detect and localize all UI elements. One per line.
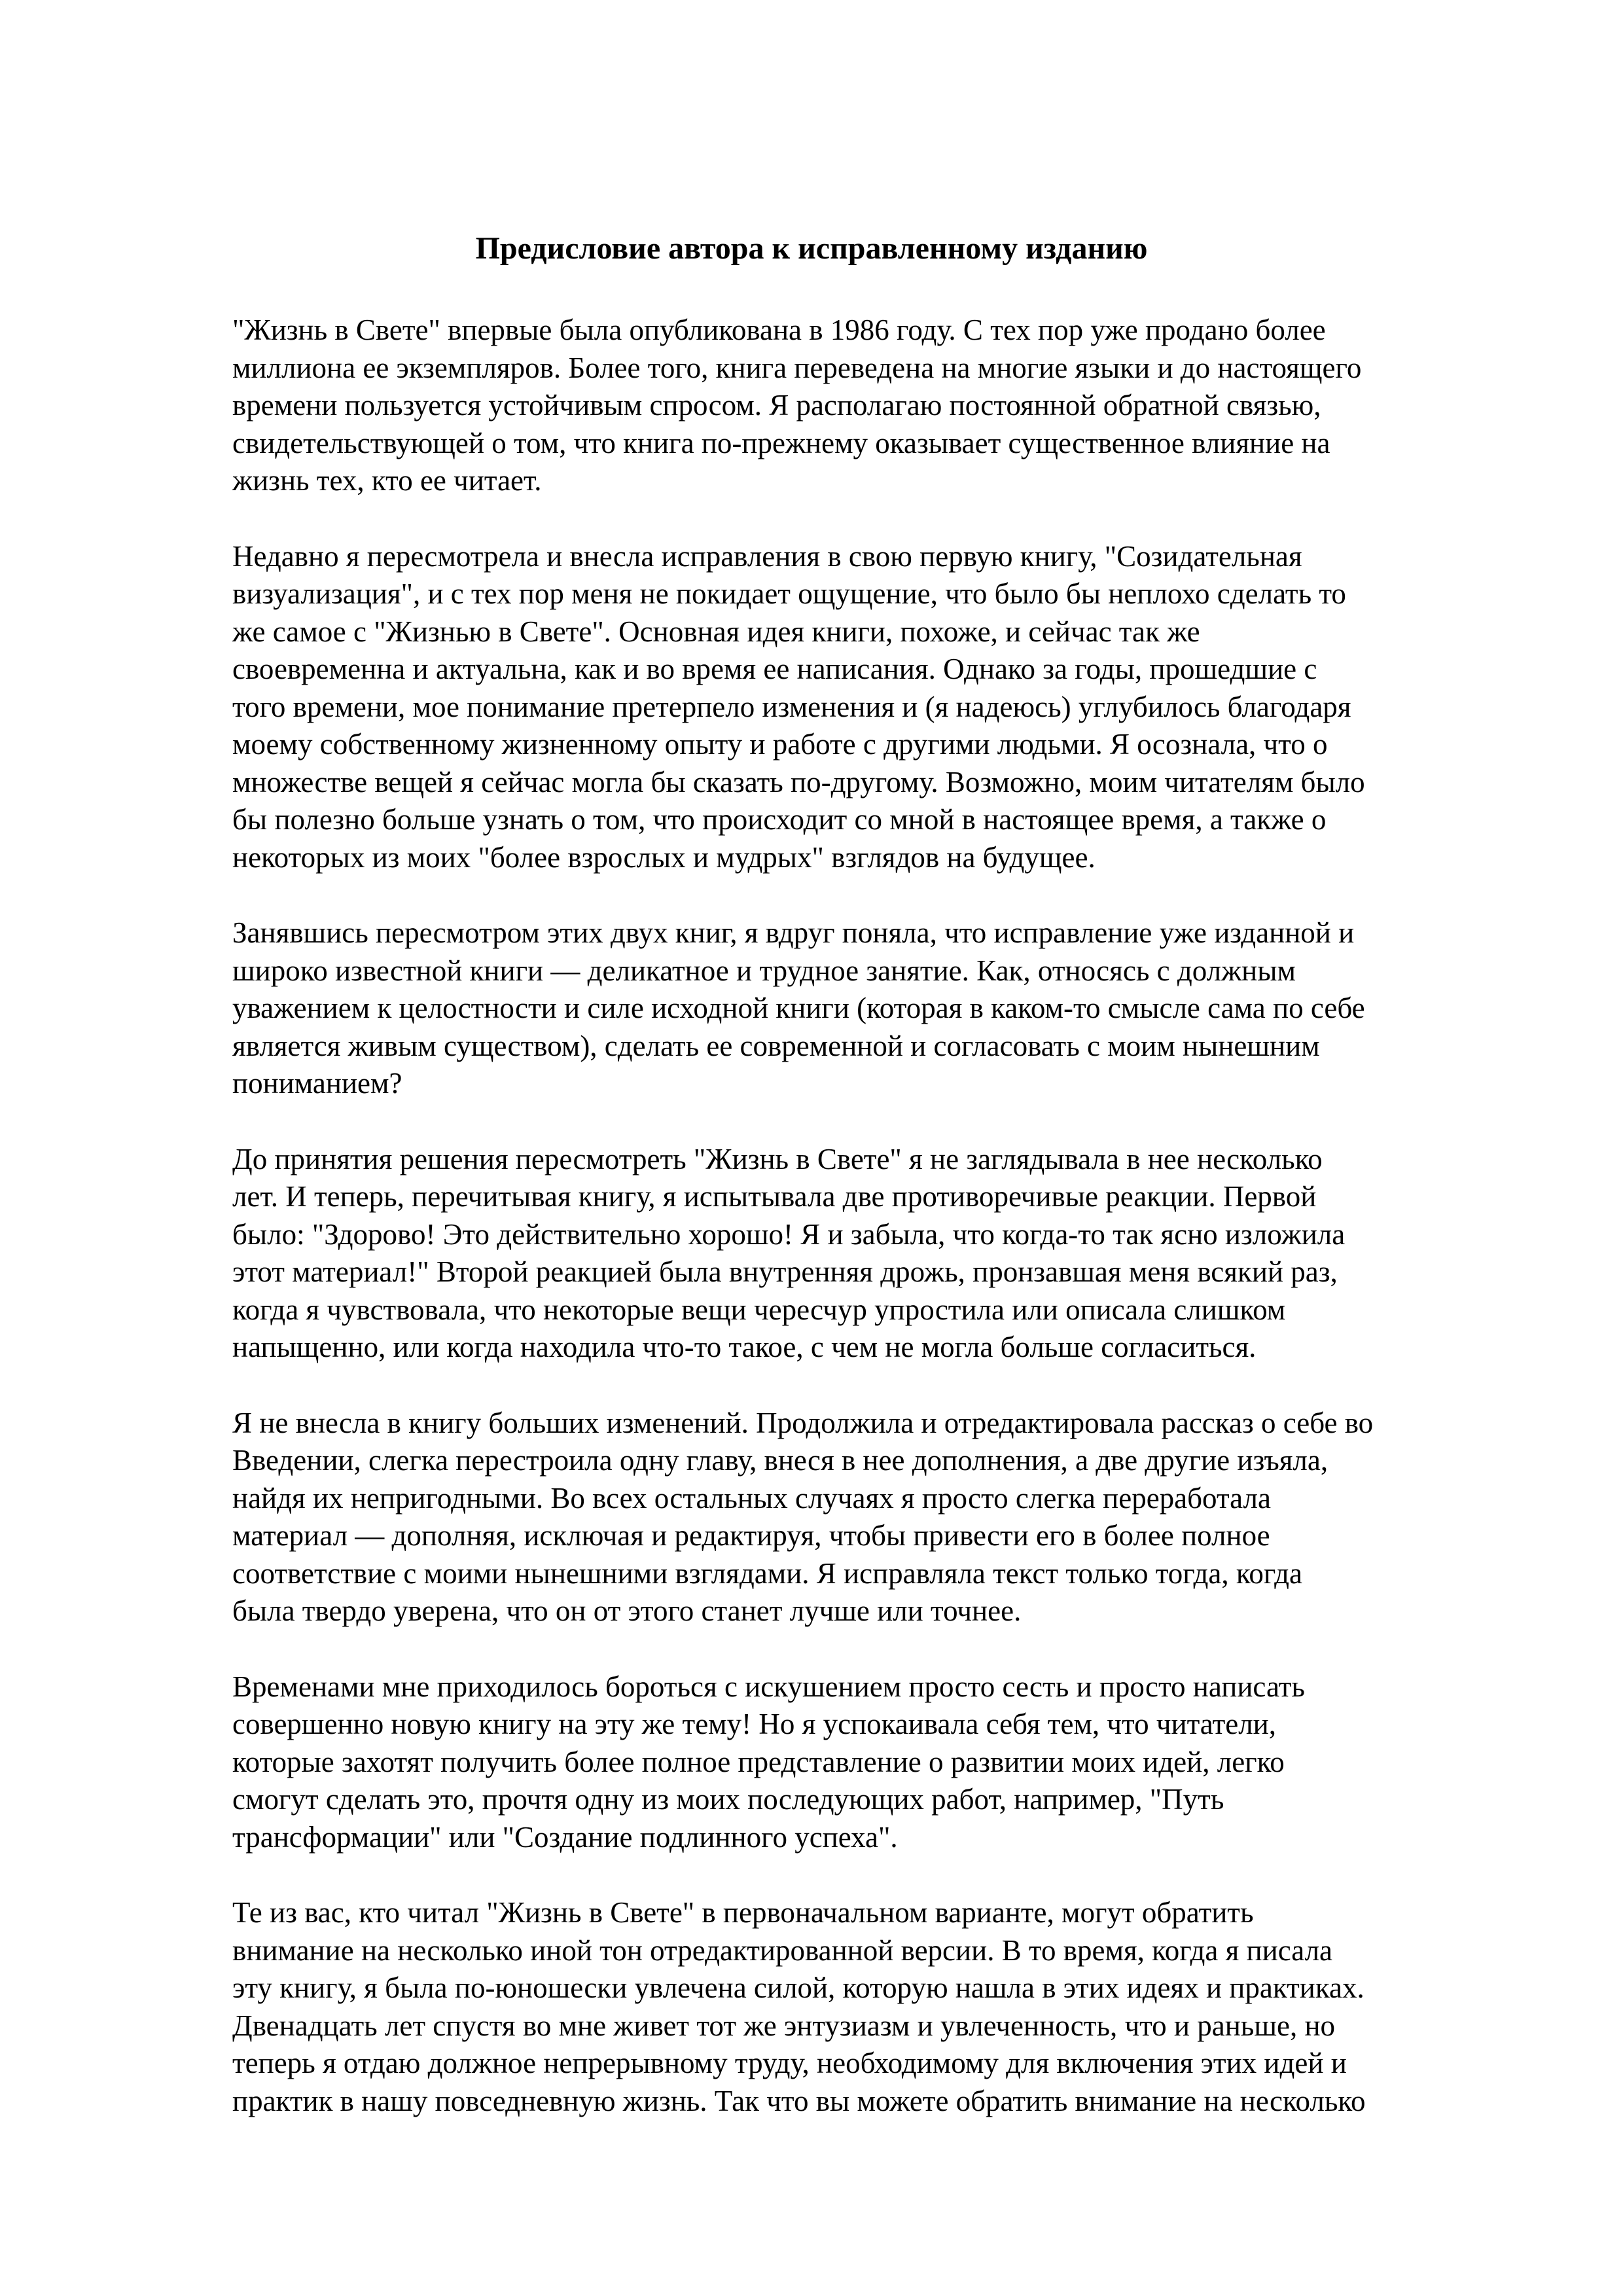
text-line: практик в нашу повседневную жизнь. Так что вы можете обратить внимание на несколько bbox=[232, 2084, 1366, 2117]
text-line: миллиона ее экземпляров. Более того, книга переведена на многие языки и до настоящего bbox=[232, 351, 1362, 384]
text-line: Те из вас, кто читал "Жизнь в Свете" в первоначальном варианте, могут обратить bbox=[232, 1896, 1254, 1929]
paragraph bbox=[232, 1141, 1499, 1367]
text-line: некоторых из моих "более взрослых и мудрых" взглядов на будущее. bbox=[232, 840, 1096, 874]
text-line: внимание на несколько иной тон отредактированной версии. В то время, когда я писала bbox=[232, 1933, 1333, 1967]
text-line: моему собственному жизненному опыту и работе с другими людьми. Я осознала, что о bbox=[232, 728, 1328, 761]
text-line: этот материал!" Второй реакцией была внутренняя дрожь, пронзавшая меня всякий раз, bbox=[232, 1255, 1338, 1288]
text-line: визуализация", и с тех пор меня не покидает ощущение, что было бы неплохо сделать то bbox=[232, 577, 1346, 610]
text-line: смогут сделать это, прочтя одну из моих последующих работ, например, "Путь bbox=[232, 1783, 1224, 1816]
paragraph bbox=[232, 1668, 1499, 1857]
text-line: "Жизнь в Свете" впервые была опубликована в 1986 году. С тех пор уже продано более bbox=[232, 314, 1326, 346]
text-line: соответствие с моими нынешними взглядами. Я исправляла текст только тогда, когда bbox=[232, 1556, 1303, 1590]
text-line: того времени, мое понимание претерпело изменения и (я надеюсь) углубилось благодаря bbox=[232, 690, 1351, 723]
text-line: уважением к целостности и силе исходной книги (которая в каком-то смысле сама по себе bbox=[232, 992, 1365, 1024]
text-line: теперь я отдаю должное непрерывному труду, необходимому для включения этих идей и bbox=[232, 2047, 1347, 2079]
paragraph bbox=[232, 538, 1499, 877]
text-line: Временами мне приходилось бороться с искушением просто сесть и просто написать bbox=[232, 1670, 1305, 1703]
text-line: До принятия решения пересмотреть "Жизнь в Свете" я не заглядывала в нее несколько bbox=[232, 1142, 1323, 1175]
text-line: множестве вещей я сейчас могла бы сказать по-другому. Возможно, моим читателям было bbox=[232, 765, 1365, 798]
text-line: эту книгу, я была по-юношески увлечена силой, которую нашла в этих идеях и практиках. bbox=[232, 1971, 1364, 2004]
text-line: материал — дополняя, исключая и редактируя, чтобы привести его в более полное bbox=[232, 1519, 1270, 1552]
text-line: жизнь тех, кто ее читает. bbox=[232, 464, 542, 497]
text-line: Введении, слегка перестроила одну главу, внеся в нее дополнения, а две другие изъяла, bbox=[232, 1444, 1329, 1477]
text-line: трансформации" или "Создание подлинного успеха". bbox=[232, 1820, 898, 1854]
text-line: бы полезно больше узнать о том, что происходит со мной в настоящее время, а также о bbox=[232, 803, 1327, 836]
text-line: Занявшись пересмотром этих двух книг, я вдруг поняла, что исправление уже изданной и bbox=[232, 916, 1355, 949]
text-line: является живым существом), сделать ее современной и согласовать с моим нынешним bbox=[232, 1029, 1320, 1062]
paragraph bbox=[232, 914, 1499, 1103]
text-line: лет. И теперь, перечитывая книгу, я испытывала две противоречивые реакции. Первой bbox=[232, 1180, 1317, 1213]
text-line: было: "Здорово! Это действительно хорошо! Я и забыла, что когда-то так ясно изложила bbox=[232, 1217, 1346, 1251]
text-line: же самое с "Жизнью в Свете". Основная идея книги, похоже, и сейчас так же bbox=[232, 615, 1200, 648]
paragraph bbox=[232, 1405, 1499, 1630]
text-line: широко известной книги — деликатное и трудное занятие. Как, относясь с должным bbox=[232, 954, 1296, 987]
page-title: Предисловие автора к исправленному изданию bbox=[475, 231, 1148, 266]
paragraph bbox=[232, 1894, 1499, 2120]
text-line: совершенно новую книгу на эту же тему! Но я успокаивала себя тем, что читатели, bbox=[232, 1708, 1277, 1740]
text-line: свидетельствующей о том, что книга по-прежнему оказывает существенное влияние на bbox=[232, 426, 1330, 459]
text-line: Я не внесла в книгу больших изменений. Продолжила и отредактировала рассказ о себе во bbox=[232, 1406, 1374, 1439]
text-line: когда я чувствовала, что некоторые вещи чересчур упростила или описала слишком bbox=[232, 1293, 1286, 1326]
text-line: Недавно я пересмотрела и внесла исправления в свою первую книгу, "Созидательная bbox=[232, 539, 1302, 573]
text-line: времени пользуется устойчивым спросом. Я располагаю постоянной обратной связью, bbox=[232, 389, 1321, 422]
paragraph bbox=[232, 312, 1499, 500]
text-line: была твердо уверена, что он от этого станет лучше или точнее. bbox=[232, 1594, 1022, 1627]
text-line: которые захотят получить более полное представление о развитии моих идей, легко bbox=[232, 1745, 1285, 1778]
text-line: своевременна и актуальна, как и во время ее написания. Однако за годы, прошедшие с bbox=[232, 653, 1317, 685]
text-line: найдя их непригодными. Во всех остальных случаях я просто слегка переработала bbox=[232, 1481, 1271, 1515]
text-line: пониманием? bbox=[232, 1067, 402, 1100]
document-body bbox=[232, 312, 1499, 2158]
text-line: Двенадцать лет спустя во мне живет тот же энтузиазм и увлеченность, что и раньше, но bbox=[232, 2009, 1336, 2042]
text-line: напыщенно, или когда находила что-то такое, с чем не могла больше согласиться. bbox=[232, 1331, 1257, 1363]
